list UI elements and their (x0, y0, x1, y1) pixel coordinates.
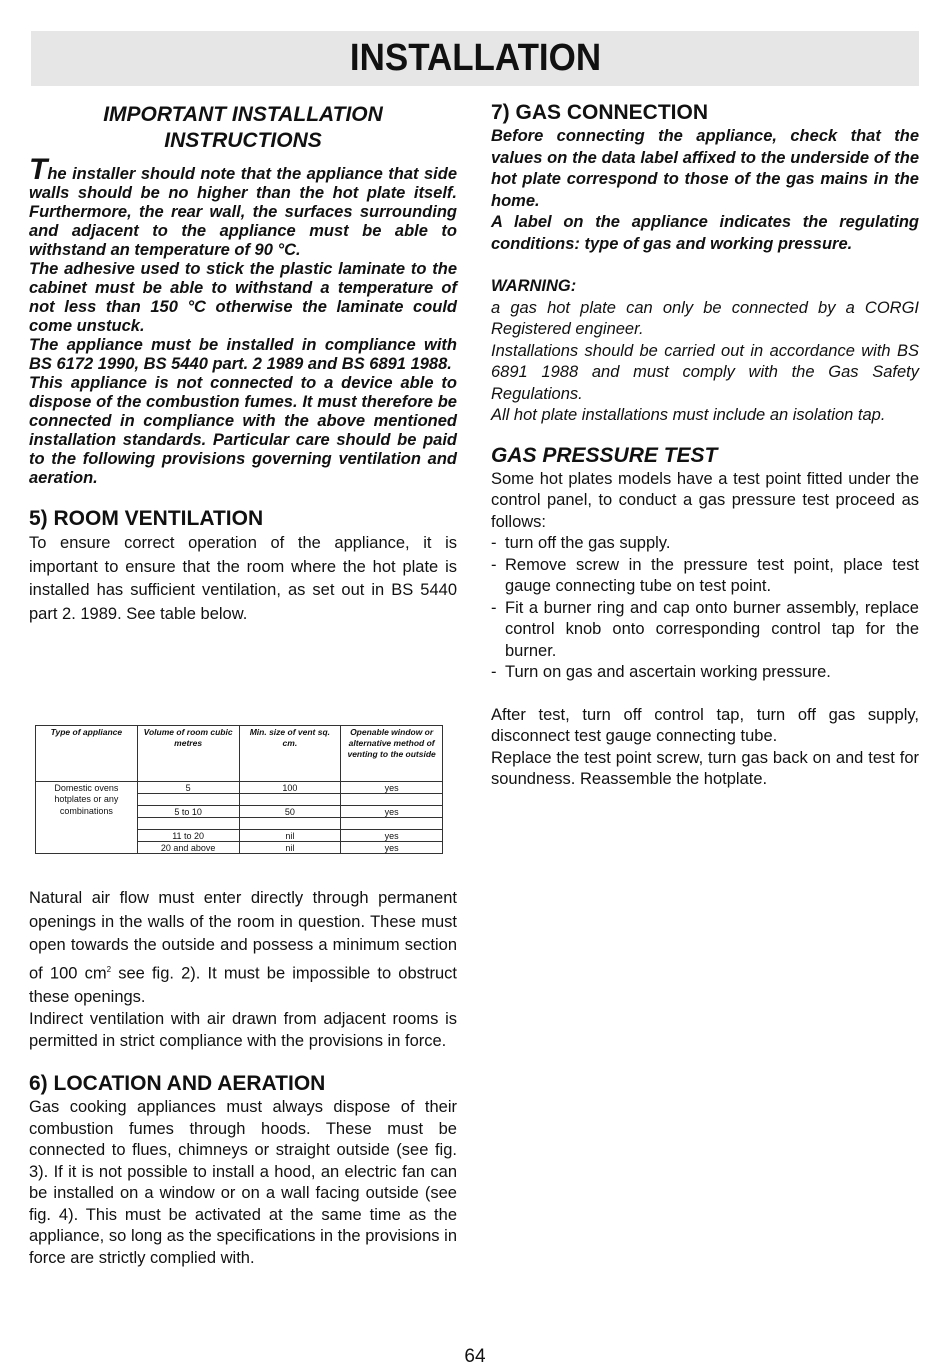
important-paragraph-4: This appliance is not connected to a device able to dispose of the combustion fumes. It must therefore be connected in compliance with the above mentioned installation standards. Particular care should be paid to the following provisions governing ventilation and aeration. (29, 374, 457, 487)
warning-line-2: Installations should be carried out in accordance with BS 6891 1988 and must comply with the Gas Safety Regulations. (491, 341, 919, 403)
step-text: Remove screw in the pressure test point, place test gauge connecting tube on test point. (505, 555, 919, 595)
room-ventilation-intro: To ensure correct operation of the appliance, it is important to ensure that the room where the hot plate is installed has sufficient ventilation, as set out in BS 5440 part 2. 1989. See table below. (29, 534, 457, 623)
dash-bullet: - (491, 534, 497, 552)
table-cell: 20 and above (137, 842, 239, 854)
pressure-test-step (491, 555, 919, 598)
natural-air-text-a: Natural air flow must enter directly through permanent openings in the walls of the room in question. These must open towards the outside and possess a minimum section of 100 cm (29, 889, 457, 983)
important-paragraph-1 (29, 153, 457, 260)
page-title: INSTALLATION (349, 37, 601, 79)
warning-line-3: All hot plate installations must include an isolation tap. (491, 406, 886, 424)
step-text: Turn on gas and ascertain working pressure. (505, 663, 831, 681)
table-header: Openable window or alternative method of venting to the outside (341, 726, 443, 782)
table-cell: 11 to 20 (137, 830, 239, 842)
table-cell: yes (341, 782, 443, 794)
drop-cap: T (29, 153, 48, 186)
table-cell: 50 (239, 806, 341, 818)
left-column (29, 100, 457, 626)
natural-air-text-b: see fig. 2). It must be impossible to obstruct these openings. (29, 964, 457, 1006)
table-cell: nil (239, 830, 341, 842)
warning-label: WARNING: (491, 277, 577, 295)
table-cell: yes (341, 830, 443, 842)
after-test-paragraph-1: After test, turn off control tap, turn off gas supply, disconnect test gauge connecting tube. (491, 705, 919, 745)
dash-bullet: - (491, 598, 497, 617)
important-paragraph-1-text: he installer should note that the appliance that side walls should be no higher than the hot plate itself. Furthermore, the rear wall, the surfaces surrounding and adjacent to the appliance must be able to withstand an temperature of 90 °C. (29, 165, 457, 259)
table-header: Min. size of vent sq. cm. (239, 726, 341, 782)
table-header: Volume of room cubic metres (137, 726, 239, 782)
pressure-test-step (491, 533, 919, 555)
table-cell: 5 (137, 782, 239, 794)
important-paragraph-2: The adhesive used to stick the plastic laminate to the cabinet must be able to withstand a temperature of not less than 150 °C otherwise the laminate could come unstuck. (29, 260, 457, 335)
table-cell: nil (239, 842, 341, 854)
location-heading: 6) LOCATION AND AERATION (29, 1072, 326, 1096)
gas-pressure-test-heading: GAS PRESSURE TEST (491, 443, 718, 467)
pressure-test-step (491, 598, 919, 663)
table-cell: 100 (239, 782, 341, 794)
title-banner (31, 31, 919, 86)
pressure-test-intro: Some hot plates models have a test point fitted under the control panel, to conduct a gas pressure test proceed as follows: (491, 469, 919, 531)
pressure-test-step (491, 662, 919, 684)
important-paragraph-3: The appliance must be installed in compliance with BS 6172 1990, BS 5440 part. 2 1989 and BS 6891 1988. (29, 336, 457, 373)
left-column-lower (29, 887, 457, 1269)
natural-air-paragraph (29, 887, 457, 1009)
ventilation-table (35, 725, 443, 854)
gas-connection-paragraph-1: Before connecting the appliance, check that the values on the data label affixed to the underside of the hot plate correspond to those of the gas mains in the home. (491, 127, 919, 210)
gas-connection-heading: 7) GAS CONNECTION (491, 101, 709, 124)
step-text: turn off the gas supply. (505, 534, 671, 552)
indirect-ventilation-paragraph: Indirect ventilation with air drawn from adjacent rooms is permitted in strict compliance with the provisions in force. (29, 1010, 457, 1050)
table-cell-appliance: Domestic ovens hotplates or any combinations (36, 782, 138, 854)
table-header-row (36, 726, 443, 782)
room-ventilation-heading: 5) ROOM VENTILATION (29, 507, 264, 530)
gas-connection-paragraph-2: A label on the appliance indicates the regulating conditions: type of gas and working pressure. (491, 213, 919, 253)
right-column (491, 100, 919, 791)
step-text: Fit a burner ring and cap onto burner assembly, replace control knob onto corresponding control tap for the burner. (505, 598, 919, 660)
warning-line-1: a gas hot plate can only be connected by a CORGI Registered engineer. (491, 298, 919, 338)
page-number: 64 (464, 1346, 486, 1367)
dash-bullet: - (491, 663, 497, 681)
table-cell: 5 to 10 (137, 806, 239, 818)
table-cell: yes (341, 842, 443, 854)
table-cell: yes (341, 806, 443, 818)
after-test-paragraph-2: Replace the test point screw, turn gas back on and test for soundness. Reassemble the hotplate. (491, 748, 919, 788)
table-row (36, 782, 443, 794)
superscript-2: 2 (106, 964, 112, 974)
dash-bullet: - (491, 555, 497, 574)
important-title: IMPORTANT INSTALLATION INSTRUCTIONS (103, 103, 383, 152)
location-paragraph: Gas cooking appliances must always dispose of their combustion fumes through hoods. These must be connected to flues, chimneys or straight outside (see fig. 3). If it is not possible to install a hood, an electric fan can be installed on a window or on a wall facing outside (see fig. 4). This must be activated at the same time as the appliance, so long as the specifications in the provisions in force are strictly complied with. (29, 1098, 457, 1267)
table-header: Type of appliance (36, 726, 138, 782)
